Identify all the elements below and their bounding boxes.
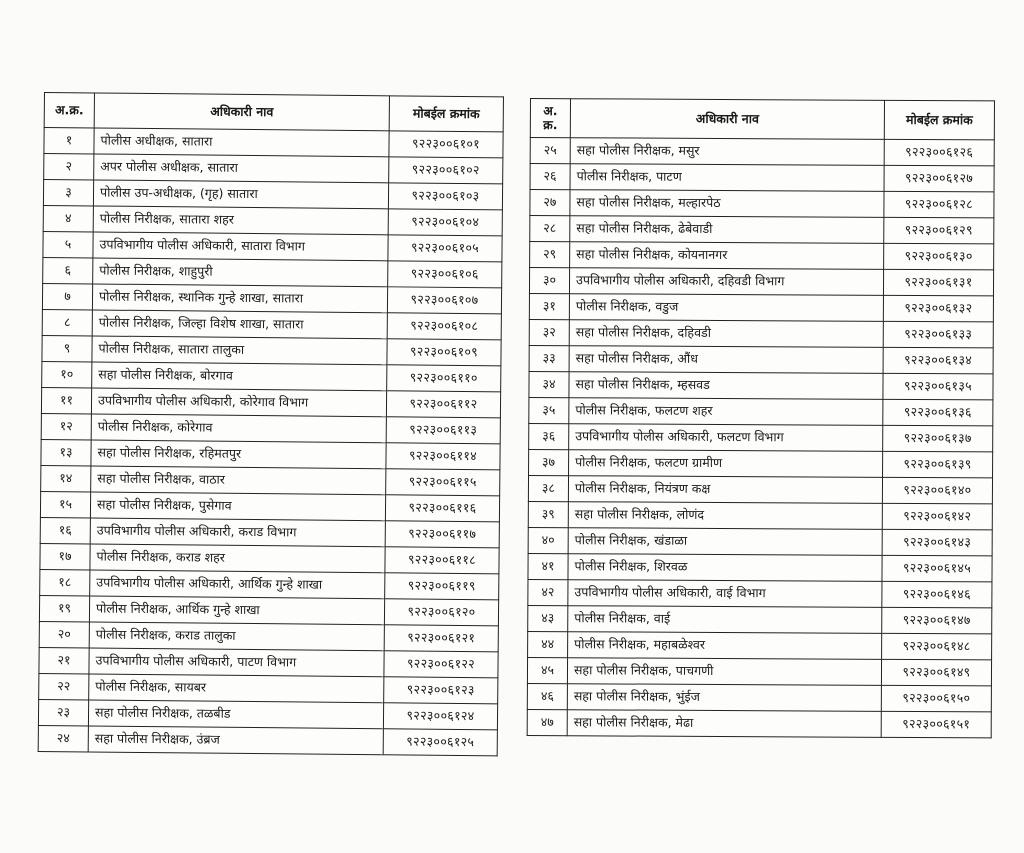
mobile-number-cell: ९२२३००६११५ <box>386 469 500 496</box>
table-body-right <box>527 138 994 738</box>
mobile-number-cell: ९२२३००६१३० <box>884 243 994 270</box>
serial-number-cell: १५ <box>40 491 90 517</box>
officer-name-cell: सहा पोलीस निरीक्षक, औंध <box>569 346 883 374</box>
header-officer-name: अधिकारी नाव <box>570 99 884 140</box>
officer-name-cell: पोलीस निरीक्षक, महाबळेश्वर <box>568 632 882 660</box>
officer-name-cell: सहा पोलीस निरीक्षक, मेढा <box>567 710 881 738</box>
officer-name-cell: सहा पोलीस निरीक्षक, वाठार <box>91 466 386 495</box>
table-row <box>528 631 992 659</box>
officer-name-cell: पोलीस निरीक्षक, सातारा तालुका <box>92 336 387 365</box>
mobile-number-cell: ९२२३००६१३९ <box>883 451 993 478</box>
officer-name-cell: पोलीस निरीक्षक, आर्थिक गुन्हे शाखा <box>89 596 384 625</box>
serial-number-cell: ४७ <box>527 709 567 735</box>
mobile-number-cell: ९२२३००६१५१ <box>881 711 991 738</box>
mobile-number-cell: ९२२३००६११० <box>387 365 501 392</box>
header-mobile: मोबईल क्रमांक <box>389 96 503 132</box>
officer-name-cell: उपविभागीय पोलीस अधिकारी, सातारा विभाग <box>93 232 388 261</box>
serial-number-cell: ९ <box>42 335 92 361</box>
officer-name-cell: उपविभागीय पोलीस अधिकारी, कोरेगाव विभाग <box>91 388 386 417</box>
mobile-number-cell: ९२२३००६११७ <box>385 521 499 548</box>
header-mobile: मोबईल क्रमांक <box>884 100 994 140</box>
officer-name-cell: सहा पोलीस निरीक्षक, रहिमतपुर <box>91 440 386 469</box>
mobile-number-cell: ९२२३००६१३१ <box>883 269 993 296</box>
table-row <box>527 657 991 685</box>
table-row <box>529 293 993 321</box>
mobile-number-cell: ९२२३००६१४७ <box>882 607 992 634</box>
table-row <box>528 553 992 581</box>
serial-number-cell: ४४ <box>528 631 568 657</box>
officer-name-cell: उपविभागीय पोलीस अधिकारी, पाटण विभाग <box>89 648 384 677</box>
officer-name-cell: पोलीस निरीक्षक, नियंत्रण कक्ष <box>568 476 882 504</box>
officer-name-cell: पोलीस निरीक्षक, सायबर <box>89 674 384 703</box>
serial-number-cell: ३२ <box>529 319 569 345</box>
mobile-number-cell: ९२२३००६१४२ <box>882 503 992 530</box>
mobile-number-cell: ९२२३००६१४५ <box>882 555 992 582</box>
mobile-number-cell: ९२२३००६१२९ <box>884 217 994 244</box>
mobile-number-cell: ९२२३००६१०३ <box>388 183 502 210</box>
table-row <box>528 579 992 607</box>
table-row <box>530 190 994 218</box>
serial-number-cell: १८ <box>40 569 90 595</box>
table-row <box>529 397 993 425</box>
mobile-number-cell: ९२२३००६१२३ <box>384 677 498 704</box>
serial-number-cell: ४६ <box>527 683 567 709</box>
officer-name-cell: पोलीस निरीक्षक, खंडाळा <box>568 528 882 556</box>
officer-name-cell: पोलीस निरीक्षक, फलटण ग्रामीण <box>569 450 883 478</box>
table-row <box>528 605 992 633</box>
officer-name-cell: सहा पोलीस निरीक्षक, मसुर <box>570 138 884 166</box>
officer-name-cell: पोलीस निरीक्षक, स्थानिक गुन्हे शाखा, सातारा <box>92 284 387 313</box>
officer-name-cell: सहा पोलीस निरीक्षक, दहिवडी <box>569 320 883 348</box>
table-row <box>529 449 993 477</box>
serial-number-cell: २९ <box>530 242 570 268</box>
officer-name-cell: पोलीस उप-अधीक्षक, (गृह) सातारा <box>93 180 388 209</box>
officer-name-cell: सहा पोलीस निरीक्षक, मल्हारपेठ <box>570 190 884 218</box>
officer-name-cell: सहा पोलीस निरीक्षक, पाचगणी <box>567 658 881 686</box>
officer-name-cell: उपविभागीय पोलीस अधिकारी, वाई विभाग <box>568 580 882 608</box>
officer-name-cell: पोलीस निरीक्षक, कराड शहर <box>90 544 385 573</box>
serial-number-cell: २४ <box>38 725 88 751</box>
table-row <box>530 164 994 192</box>
mobile-number-cell: ९२२३००६११६ <box>385 495 499 522</box>
mobile-number-cell: ९२२३००६१४९ <box>881 659 991 686</box>
table-row <box>530 138 994 166</box>
serial-number-cell: ३९ <box>528 501 568 527</box>
mobile-number-cell: ९२२३००६१०२ <box>389 157 503 184</box>
serial-number-cell: ७ <box>42 283 92 309</box>
officer-name-cell: उपविभागीय पोलीस अधिकारी, कराड विभाग <box>90 518 385 547</box>
serial-number-cell: २१ <box>39 647 89 673</box>
officer-name-cell: पोलीस निरीक्षक, वाई <box>568 606 882 634</box>
table-row <box>529 319 993 347</box>
mobile-number-cell: ९२२३००६१२५ <box>383 729 497 756</box>
officer-name-cell: पोलीस निरीक्षक, कोरेगाव <box>91 414 386 443</box>
table-row <box>527 709 991 737</box>
serial-number-cell: ३५ <box>529 397 569 423</box>
mobile-number-cell: ९२२३००६१०९ <box>387 339 501 366</box>
serial-number-cell: ३८ <box>528 475 568 501</box>
mobile-number-cell: ९२२३००६१२६ <box>884 139 994 166</box>
officer-name-cell: पोलीस निरीक्षक, पाटण <box>570 164 884 192</box>
mobile-number-cell: ९२२३००६१०७ <box>387 287 501 314</box>
serial-number-cell: २५ <box>530 138 570 164</box>
serial-number-cell: १६ <box>40 517 90 543</box>
officer-name-cell: सहा पोलीस निरीक्षक, ढेबेवाडी <box>570 216 884 244</box>
officer-name-cell: पोलीस निरीक्षक, कराड तालुका <box>89 622 384 651</box>
serial-number-cell: ३ <box>43 180 93 206</box>
officer-name-cell: सहा पोलीस निरीक्षक, कोयनानगर <box>570 242 884 270</box>
officer-name-cell: उपविभागीय पोलीस अधिकारी, आर्थिक गुन्हे शाखा <box>90 570 385 599</box>
officer-name-cell: उपविभागीय पोलीस अधिकारी, फलटण विभाग <box>569 424 883 452</box>
mobile-number-cell: ९२२३००६१०८ <box>387 313 501 340</box>
mobile-number-cell: ९२२३००६११९ <box>385 573 499 600</box>
mobile-number-cell: ९२२३००६१२४ <box>383 703 497 730</box>
serial-number-cell: २६ <box>530 164 570 190</box>
officer-name-cell: सहा पोलीस निरीक्षक, लोणंद <box>568 502 882 530</box>
mobile-number-cell: ९२२३००६११८ <box>385 547 499 574</box>
serial-number-cell: ३० <box>529 268 569 294</box>
officer-contact-table-right <box>527 98 995 738</box>
table-body-left <box>38 128 503 756</box>
mobile-number-cell: ९२२३००६११३ <box>386 417 500 444</box>
table-header-row <box>530 99 994 140</box>
table-row <box>528 475 992 503</box>
serial-number-cell: ३७ <box>529 449 569 475</box>
officer-name-cell: अपर पोलीस अधीक्षक, सातारा <box>94 154 389 183</box>
mobile-number-cell: ९२२३००६१४० <box>882 477 992 504</box>
table-row <box>528 501 992 529</box>
table-row <box>530 216 994 244</box>
officer-name-cell: पोलीस निरीक्षक, वडुज <box>569 294 883 322</box>
officer-name-cell: पोलीस निरीक्षक, जिल्हा विशेष शाखा, सातारा <box>92 310 387 339</box>
officer-name-cell: सहा पोलीस निरीक्षक, बोरगाव <box>92 362 387 391</box>
serial-number-cell: १२ <box>41 413 91 439</box>
table-row <box>529 371 993 399</box>
mobile-number-cell: ९२२३००६१४६ <box>882 581 992 608</box>
officer-name-cell: सहा पोलीस निरीक्षक, भुंईज <box>567 684 881 712</box>
serial-number-cell: ४३ <box>528 605 568 631</box>
officer-name-cell: पोलीस निरीक्षक, शाहुपुरी <box>93 258 388 287</box>
mobile-number-cell: ९२२३००६१०५ <box>388 235 502 262</box>
officer-name-cell: उपविभागीय पोलीस अधिकारी, दहिवडी विभाग <box>569 268 883 296</box>
serial-number-cell: ३४ <box>529 371 569 397</box>
mobile-number-cell: ९२२३००६१२२ <box>384 651 498 678</box>
serial-number-cell: ४१ <box>528 553 568 579</box>
officer-name-cell: सहा पोलीस निरीक्षक, उंब्रज <box>88 726 383 755</box>
serial-number-cell: ६ <box>43 257 93 283</box>
mobile-number-cell: ९२२३००६१२० <box>384 599 498 626</box>
serial-number-cell: १९ <box>39 595 89 621</box>
officer-name-cell: पोलीस निरीक्षक, फलटण शहर <box>569 398 883 426</box>
serial-number-cell: १७ <box>40 543 90 569</box>
mobile-number-cell: ९२२३००६१४८ <box>882 633 992 660</box>
mobile-number-cell: ९२२३००६१०४ <box>388 209 502 236</box>
mobile-number-cell: ९२२३००६१२८ <box>884 191 994 218</box>
mobile-number-cell: ९२२३००६१४३ <box>882 529 992 556</box>
table-row <box>530 242 994 270</box>
table-row <box>529 423 993 451</box>
serial-number-cell: १३ <box>41 439 91 465</box>
serial-number-cell: १० <box>42 361 92 387</box>
serial-number-cell: ३६ <box>529 423 569 449</box>
mobile-number-cell: ९२२३००६१०१ <box>389 131 503 158</box>
officer-name-cell: सहा पोलीस निरीक्षक, म्हसवड <box>569 372 883 400</box>
officer-name-cell: सहा पोलीस निरीक्षक, पुसेगाव <box>90 492 385 521</box>
officer-name-cell: सहा पोलीस निरीक्षक, तळबीड <box>88 700 383 729</box>
table-header-row <box>44 93 503 132</box>
header-serial: अ.क्र. <box>44 93 94 128</box>
serial-number-cell: १४ <box>41 465 91 491</box>
header-officer-name: अधिकारी नाव <box>94 93 389 131</box>
serial-number-cell: ४५ <box>527 657 567 683</box>
serial-number-cell: ११ <box>41 387 91 413</box>
mobile-number-cell: ९२२३००६१२१ <box>384 625 498 652</box>
mobile-number-cell: ९२२३००६१३७ <box>883 425 993 452</box>
mobile-number-cell: ९२२३००६१२७ <box>884 165 994 192</box>
serial-number-cell: २२ <box>39 673 89 699</box>
header-serial: अ. क्र. <box>530 99 570 138</box>
serial-number-cell: ४२ <box>528 579 568 605</box>
officer-contact-table-left <box>38 92 504 756</box>
mobile-number-cell: ९२२३००६११२ <box>386 391 500 418</box>
serial-number-cell: २७ <box>530 190 570 216</box>
table-row <box>529 345 993 373</box>
serial-number-cell: २८ <box>530 216 570 242</box>
mobile-number-cell: ९२२३००६१३५ <box>883 373 993 400</box>
mobile-number-cell: ९२२३००६१३२ <box>883 295 993 322</box>
officer-name-cell: पोलीस निरीक्षक, सातारा शहर <box>93 206 388 235</box>
serial-number-cell: ५ <box>43 231 93 257</box>
table-row <box>529 268 993 296</box>
table-row <box>38 725 497 755</box>
serial-number-cell: १ <box>44 128 94 154</box>
serial-number-cell: २० <box>39 621 89 647</box>
serial-number-cell: ८ <box>42 309 92 335</box>
mobile-number-cell: ९२२३००६१५० <box>881 685 991 712</box>
mobile-number-cell: ९२२३००६११४ <box>386 443 500 470</box>
serial-number-cell: ४० <box>528 527 568 553</box>
officer-name-cell: पोलीस निरीक्षक, शिरवळ <box>568 554 882 582</box>
mobile-number-cell: ९२२३००६१३६ <box>883 399 993 426</box>
mobile-number-cell: ९२२३००६१०६ <box>388 261 502 288</box>
table-row <box>528 527 992 555</box>
serial-number-cell: ४ <box>43 205 93 231</box>
serial-number-cell: ३१ <box>529 293 569 319</box>
table-row <box>527 683 991 711</box>
serial-number-cell: ३३ <box>529 345 569 371</box>
officer-name-cell: पोलीस अधीक्षक, सातारा <box>94 128 389 157</box>
serial-number-cell: २३ <box>38 699 88 725</box>
mobile-number-cell: ९२२३००६१३३ <box>883 321 993 348</box>
mobile-number-cell: ९२२३००६१३४ <box>883 347 993 374</box>
serial-number-cell: २ <box>44 154 94 180</box>
